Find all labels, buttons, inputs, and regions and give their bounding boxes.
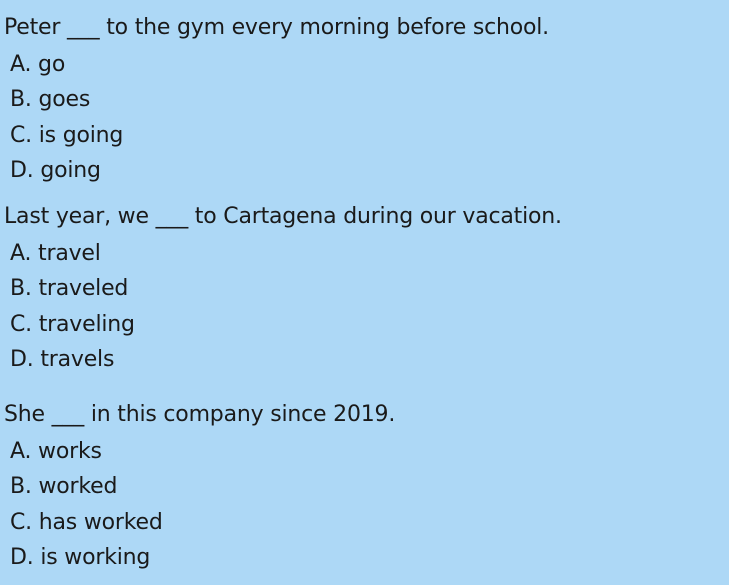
answer-option-c[interactable]: C. traveling — [10, 311, 135, 337]
answer-option-b[interactable]: B. goes — [10, 87, 91, 113]
answer-options — [4, 439, 724, 571]
answer-option-c[interactable]: C. is going — [10, 122, 124, 148]
answer-option-d[interactable]: D. is working — [10, 544, 151, 570]
answer-options — [4, 241, 724, 373]
answer-option-b[interactable]: B. worked — [10, 474, 118, 500]
answer-option-a[interactable]: A. travel — [10, 241, 101, 266]
answer-option-d[interactable]: D. going — [10, 157, 101, 183]
question-stem: Last year, we ___ to Cartagena during our vacation. — [4, 204, 562, 229]
question-3 — [4, 402, 724, 571]
answer-options — [4, 52, 724, 184]
answer-option-a[interactable]: A. go — [10, 52, 66, 77]
question-stem: She ___ in this company since 2019. — [4, 402, 396, 427]
answer-option-a[interactable]: A. works — [10, 439, 102, 464]
answer-option-c[interactable]: C. has worked — [10, 509, 163, 535]
answer-option-d[interactable]: D. travels — [10, 346, 115, 372]
answer-option-b[interactable]: B. traveled — [10, 276, 129, 302]
question-2 — [4, 204, 724, 373]
question-stem: Peter ___ to the gym every morning before school. — [4, 15, 549, 40]
question-1 — [4, 15, 724, 184]
